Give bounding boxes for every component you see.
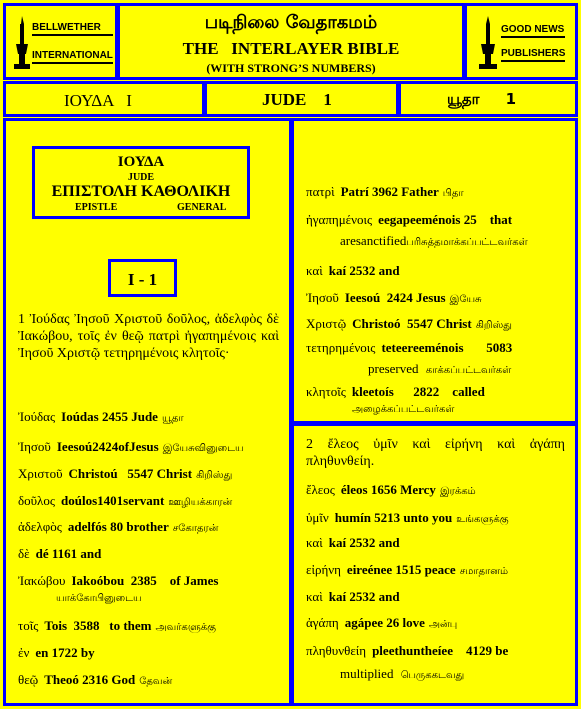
publisher-logo-right-box — [464, 3, 578, 80]
sanctified-tamil: பரிசுத்தமாக்கப்பட்டவர்கள் — [406, 237, 528, 248]
word-line — [306, 643, 565, 659]
greek-word: Ἰησοῦ — [18, 439, 51, 454]
left-logo-line1: BELLWETHER — [32, 22, 113, 36]
publisher-logo-left-box — [3, 3, 118, 80]
transliteration: kaí 2532 and — [328, 535, 400, 550]
transliteration: doúlos1401servant — [61, 493, 165, 508]
greek-word: Ἰακώβου — [18, 573, 66, 588]
tamil-gloss: கிறிஸ்து — [196, 470, 233, 481]
right-logo-line1: GOOD NEWS — [501, 24, 565, 38]
transliteration: Patrí 3962 Father — [340, 184, 439, 199]
greek-word: ἐν — [18, 645, 30, 660]
transliteration: eireénee 1515 peace — [346, 562, 456, 577]
tamil-gloss: யூதா — [161, 413, 184, 424]
word-line — [18, 645, 279, 661]
header-english-box — [204, 81, 399, 117]
transliteration: dé 1161 and — [35, 546, 102, 561]
tamil-gloss: உங்களுக்கு — [456, 514, 509, 525]
word-line — [18, 519, 279, 535]
transliteration: pleethuntheíee 4129 be — [372, 643, 509, 658]
tamil-gloss: சமாதானம் — [459, 566, 508, 577]
greek-word: καὶ — [306, 589, 323, 604]
verse2-indent-multiplied — [340, 666, 464, 682]
transliteration: Ieesoú 2424 Jesus — [344, 290, 446, 305]
greek-word: εἰρήνη — [306, 562, 341, 577]
right-lower-column — [291, 423, 578, 706]
chapter-box — [108, 259, 177, 297]
tamil-gloss: அன்பு — [428, 619, 458, 630]
greek-word: Ἰησοῦ — [306, 290, 339, 305]
tamil-gloss: இயேசுவினுடைய — [162, 443, 244, 454]
transliteration: en 1722 by — [35, 645, 95, 660]
transliteration: Theoó 2316 God — [44, 672, 136, 687]
transliteration: Christoó 5547 Christ — [352, 316, 472, 331]
header-english: JUDE 1 — [262, 90, 332, 109]
book-english-name: JUDE — [127, 172, 155, 183]
right-upper-column — [291, 118, 578, 424]
greek-word: Ἰούδας — [18, 409, 56, 424]
preserved-tamil: காக்கப்பட்டவர்கள் — [425, 365, 512, 376]
word-line — [306, 384, 565, 400]
greek-word: πληθυνθείη — [306, 643, 367, 658]
greek-word: πατρὶ — [306, 184, 335, 199]
lamp-icon — [13, 14, 31, 72]
word-line — [306, 184, 565, 200]
greek-word: ἠγαπημένοις — [306, 212, 373, 227]
title-tamil: படிநிலை வேதாகமம் — [204, 12, 378, 33]
header-greek: ΙΟΥΔΑ Ι — [64, 91, 132, 110]
transliteration: Tois 3588 to them — [44, 618, 152, 633]
greek-word: κλητοῖς — [306, 384, 346, 399]
right-indent-preserved — [368, 361, 511, 377]
word-line — [306, 212, 565, 228]
greek-word: ὑμῖν — [306, 510, 329, 525]
greek-word: καὶ — [306, 535, 323, 550]
transliteration: Ieesoú2424ofJesus — [56, 439, 159, 454]
left-logo-line2: INTERNATIONAL — [32, 50, 113, 64]
transliteration: kleetoís 2822 called — [351, 384, 485, 399]
right-logo-line2: PUBLISHERS — [501, 48, 565, 62]
multiplied-tamil: பெருககடவது — [400, 670, 465, 681]
word-line — [18, 493, 279, 509]
left-indent-james: யாக்கோபினுடைய — [56, 593, 142, 604]
left-column — [3, 118, 292, 706]
greek-word: καὶ — [306, 263, 323, 278]
greek-word: ἀγάπη — [306, 615, 339, 630]
greek-word: Χριστοῦ — [18, 466, 63, 481]
transliteration: eegapeeménois 25 that — [378, 212, 513, 227]
word-line — [306, 263, 565, 279]
greek-word: Χριστῷ — [306, 316, 347, 331]
word-line — [18, 573, 279, 589]
greek-word: τετηρημένοις — [306, 340, 376, 355]
word-line — [306, 589, 565, 605]
transliteration: Christoú 5547 Christ — [68, 466, 193, 481]
book-greek-subtitle: ΕΠΙΣΤΟΛΗ ΚΑΘΟΛΙΚΗ — [51, 183, 231, 200]
transliteration: Ioúdas 2455 Jude — [61, 409, 158, 424]
greek-word: ἀδελφὸς — [18, 519, 62, 534]
word-line — [306, 482, 565, 498]
word-line — [18, 672, 279, 688]
word-line — [306, 615, 565, 631]
title-subtitle: (WITH STRONG’S NUMBERS) — [206, 61, 376, 75]
multiplied-english: multiplied — [340, 666, 394, 681]
greek-word: δοῦλος — [18, 493, 56, 508]
transliteration: humín 5213 unto you — [334, 510, 453, 525]
greek-word: τοῖς — [18, 618, 39, 633]
word-line — [18, 618, 279, 634]
tamil-gloss: அவர்களுக்கு — [155, 622, 216, 633]
greek-word: δὲ — [18, 546, 30, 561]
tamil-gloss: இயேசு — [449, 294, 482, 305]
header-greek-box — [3, 81, 205, 117]
word-line — [306, 316, 565, 332]
book-greek-name: ΙΟΥΔΑ — [117, 154, 165, 170]
book-general-label: GENERAL — [177, 202, 227, 213]
greek-word: θεῷ — [18, 672, 39, 687]
word-line — [306, 535, 565, 551]
header-tamil: யூதா 1 — [447, 90, 517, 108]
preserved-english: preserved — [368, 361, 419, 376]
title-english: THE INTERLAYER BIBLE — [182, 39, 400, 58]
book-title-box — [32, 146, 250, 219]
tamil-gloss: இரக்கம் — [439, 486, 476, 497]
greek-word: ἔλεος — [306, 482, 335, 497]
word-line — [18, 546, 279, 562]
chapter-number: I - 1 — [127, 270, 158, 289]
tamil-gloss: ஊழியக்காரன் — [168, 497, 233, 508]
transliteration: Iakoóbou 2385 of James — [71, 573, 219, 588]
right-indent-called: அழைக்கப்பட்டவர்கள் — [352, 404, 455, 415]
verse-2-text: 2 ἔλεος ὑμῖν καὶ εἰρήνη καὶ ἀγάπη πληθυνθείη. — [306, 437, 565, 469]
lamp-icon — [477, 14, 499, 72]
word-line — [306, 510, 565, 526]
verse-1-text: 1 Ἰούδας Ἰησοῦ Χριστοῦ δοῦλος, ἀδελφὸς δὲ Ἰακώβου, τοῖς ἐν θεῷ πατρὶ ἠγαπημένοις καὶ Ἰησοῦ Χριστῷ τετηρημένοις κλητοῖς· — [18, 312, 279, 361]
word-line — [18, 409, 279, 425]
transliteration: éleos 1656 Mercy — [340, 482, 436, 497]
word-line — [18, 466, 279, 482]
word-line — [18, 439, 279, 455]
transliteration: adelfós 80 brother — [67, 519, 169, 534]
title-box — [117, 3, 465, 80]
tamil-gloss: சகோதரன் — [172, 523, 219, 534]
tamil-gloss: தேவன் — [139, 676, 173, 687]
tamil-gloss: கிறிஸ்து — [475, 320, 512, 331]
word-line — [306, 562, 565, 578]
transliteration: teteereeménois 5083 — [381, 340, 513, 355]
transliteration: kaí 2532 and — [328, 263, 400, 278]
header-tamil-box — [398, 81, 578, 117]
word-line — [306, 290, 565, 306]
right-indent-sanctified — [340, 233, 528, 249]
tamil-gloss: பிதா — [442, 188, 464, 199]
transliteration: kaí 2532 and — [328, 589, 400, 604]
transliteration: agápee 26 love — [344, 615, 425, 630]
sanctified-english: aresanctified — [340, 233, 407, 248]
word-line — [306, 340, 565, 356]
book-epistle-label: EPISTLE — [75, 202, 118, 213]
